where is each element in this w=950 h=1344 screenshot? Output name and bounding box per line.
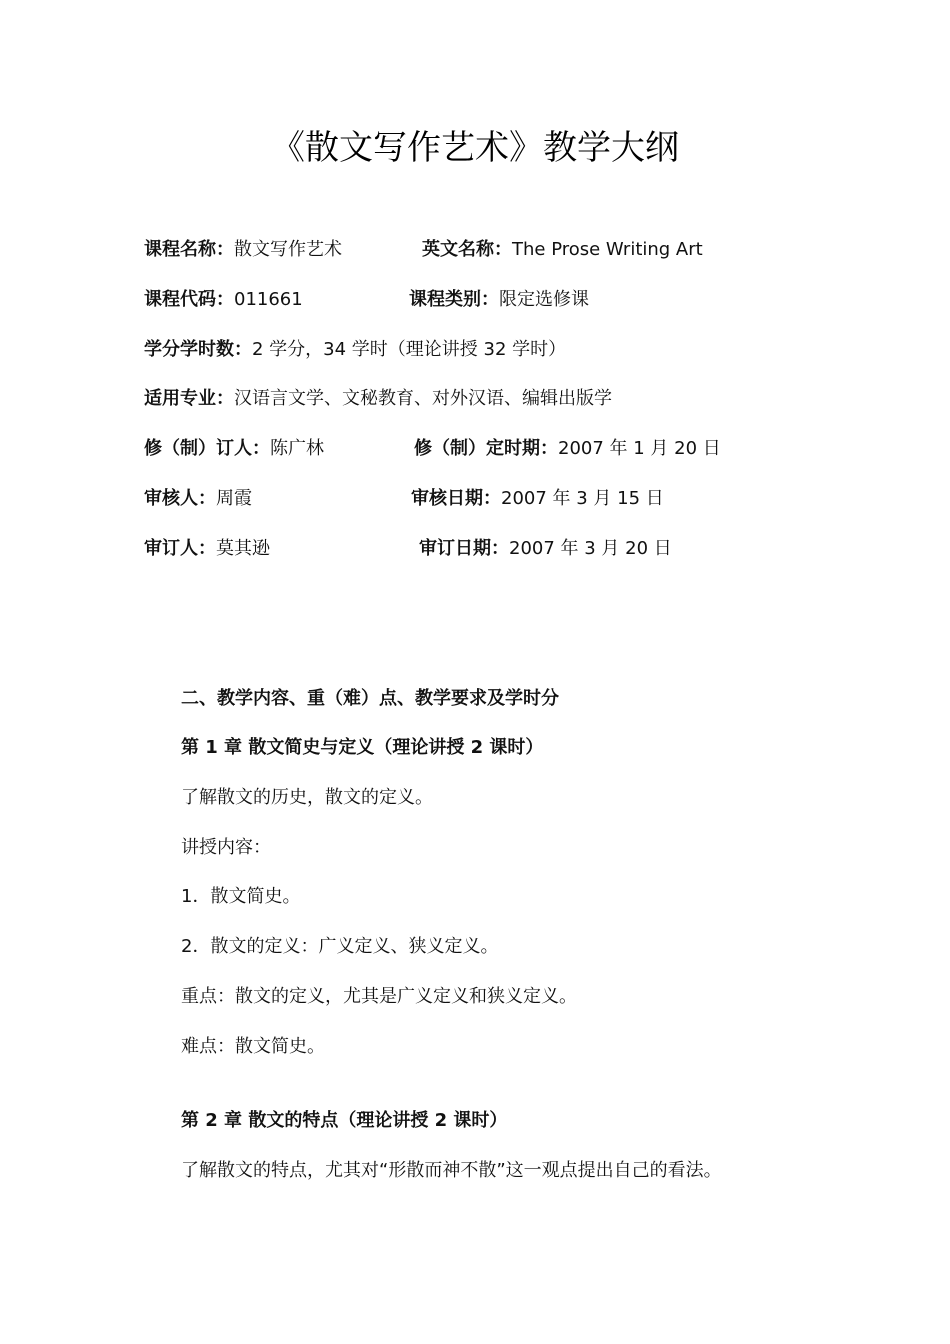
revise-date-label: 修（制）定时期：: [414, 438, 558, 459]
course-code-value: 011661: [234, 289, 303, 310]
majors-field: [144, 386, 612, 412]
revise-date-field: [414, 436, 721, 462]
course-type-field: [409, 287, 589, 313]
english-name-label: 英文名称：: [422, 239, 512, 260]
course-type-label: 课程类别：: [409, 289, 499, 310]
credits-hours-label: 学分学时数：: [144, 339, 252, 360]
approve-date-value: 2007 年 3 月 20 日: [509, 538, 672, 559]
audit-date-field: [411, 486, 664, 512]
chapter1-difficulty: 难点：散文简史。: [181, 1036, 325, 1057]
credits-hours-value: 2 学分，34 学时（理论讲授 32 学时）: [252, 339, 567, 360]
chapter1-item-1: 1．散文简史。: [181, 886, 301, 907]
chapter1-content-label: 讲授内容：: [181, 837, 271, 858]
approve-date-field: [419, 536, 672, 562]
chapter2-requirement: 了解散文的特点，尤其对“形散而神不散”这一观点提出自己的看法。: [181, 1160, 722, 1181]
majors-label: 适用专业：: [144, 388, 234, 409]
english-name-value: The Prose Writing Art: [512, 239, 703, 260]
approve-date-label: 审订日期：: [419, 538, 509, 559]
auditor-field: [144, 486, 252, 512]
audit-date-value: 2007 年 3 月 15 日: [501, 488, 664, 509]
majors-value: 汉语言文学、文秘教育、对外汉语、编辑出版学: [234, 388, 612, 409]
reviser-label: 修（制）订人：: [144, 438, 270, 459]
audit-date-label: 审核日期：: [411, 488, 501, 509]
course-code-field: [144, 287, 303, 313]
course-name-label: 课程名称：: [144, 239, 234, 260]
auditor-label: 审核人：: [144, 488, 216, 509]
chapter1-heading: 第 1 章 散文简史与定义（理论讲授 2 课时）: [181, 737, 544, 758]
credits-hours-field: [144, 337, 566, 363]
approver-value: 莫其逊: [216, 538, 270, 559]
course-name-value: 散文写作艺术: [234, 239, 342, 260]
course-type-value: 限定选修课: [499, 289, 589, 310]
english-name-field: [422, 237, 703, 263]
revise-date-value: 2007 年 1 月 20 日: [558, 438, 721, 459]
section-heading: 二、教学内容、重（难）点、教学要求及学时分: [181, 688, 559, 709]
chapter1-requirement: 了解散文的历史，散文的定义。: [181, 787, 433, 808]
course-code-label: 课程代码：: [144, 289, 234, 310]
auditor-value: 周霞: [216, 488, 252, 509]
chapter1-key-point: 重点：散文的定义，尤其是广义定义和狭义定义。: [181, 986, 577, 1007]
approver-label: 审订人：: [144, 538, 216, 559]
approver-field: [144, 536, 270, 562]
chapter2-heading: 第 2 章 散文的特点（理论讲授 2 课时）: [181, 1110, 508, 1131]
reviser-value: 陈广林: [270, 438, 324, 459]
reviser-field: [144, 436, 324, 462]
course-name-field: [144, 237, 342, 263]
document-title: 《散文写作艺术》教学大纲: [271, 128, 679, 168]
chapter1-item-2: 2．散文的定义：广义定义、狭义定义。: [181, 936, 499, 957]
